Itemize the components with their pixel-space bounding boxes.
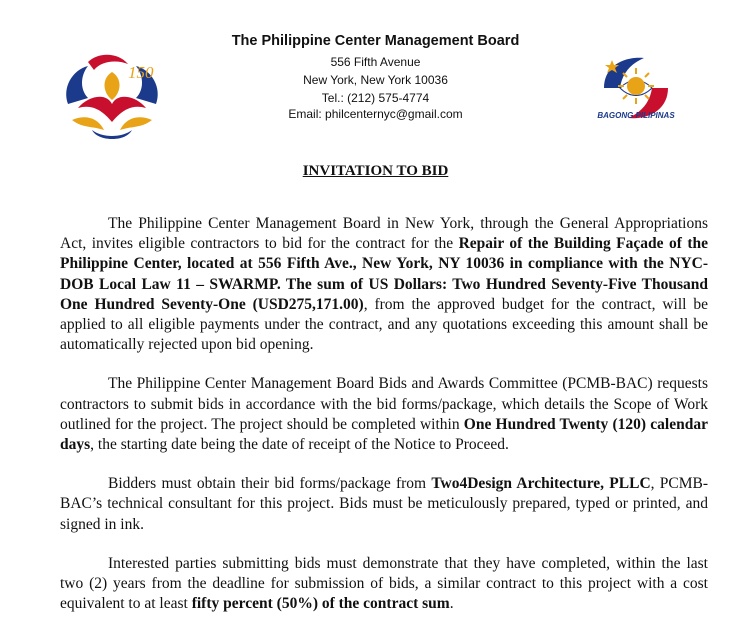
paragraph-2 — [60, 374, 708, 455]
paragraph-4-text: Interested parties submitting bids must demonstrate that they have completed, within the last two (2) years from the deadline for submission of bids, a similar contract to this project with a cost equivalent to at least — [60, 554, 708, 613]
paragraph-1 — [60, 214, 708, 355]
document-body — [60, 214, 708, 633]
paragraph-2-tail: , the starting date being the date of receipt of the Notice to Proceed. — [90, 436, 509, 454]
org-name: The Philippine Center Management Board — [231, 33, 520, 49]
paragraph-1-bold: Repair of the Building Façade of the Philippine Center, located at 556 Fifth Ave., New York, NY 10036 in compliance with the NYC-DOB Local Law 11 – SWARMP. The sum of US Dollars: Two Hundred Seventy-Five Thousand One Hundred Seventy-One (USD275,171.00) — [60, 235, 708, 313]
phone-line: Tel.: (212) 575-4774 — [321, 91, 430, 105]
address-line-1: 556 Fifth Avenue — [330, 55, 421, 69]
email-line: Email: philcenternyc@gmail.com — [288, 107, 463, 121]
paragraph-2-text: The Philippine Center Management Board Bids and Awards Committee (PCMB-BAC) requests contractors to submit bids in accordance with the bid forms/package, which details the Scope of Work outlined for the project. The project should be completed within — [60, 375, 708, 433]
paragraph-2-bold: One Hundred Twenty (120) calendar days — [60, 415, 708, 454]
paragraph-1-text: The Philippine Center Management Board in New York, through the General Appropriations Act, invites eligible contractors to bid for the contract for the — [60, 215, 708, 253]
paragraph-1-tail: , from the approved budget for the contract, will be applied to all eligible payments under the contract, and any quotations exceeding this amount shall be automatically rejected upon bid opening. — [60, 295, 708, 354]
logo-numeral: 150 — [128, 63, 154, 82]
paragraph-4 — [60, 554, 708, 615]
paragraph-4-tail: . — [449, 595, 454, 613]
paragraph-3 — [60, 474, 708, 535]
letterhead — [0, 0, 751, 150]
paragraph-3-tail: , PCMB-BAC’s technical consultant for this project. Bids must be meticulously prepared, typed or printed, and signed in ink. — [60, 475, 708, 533]
paragraph-3-bold: Two4Design Architecture, PLLC — [431, 475, 651, 493]
paragraph-3-text: Bidders must obtain their bid forms/package from — [108, 475, 432, 493]
address-line-2: New York, New York 10036 — [303, 73, 448, 87]
bagong-pilipinas-text: BAGONG PILIPINAS — [597, 111, 675, 120]
document-title: INVITATION TO BID — [302, 163, 449, 179]
paragraph-4-bold: fifty percent (50%) of the contract sum — [191, 595, 450, 613]
